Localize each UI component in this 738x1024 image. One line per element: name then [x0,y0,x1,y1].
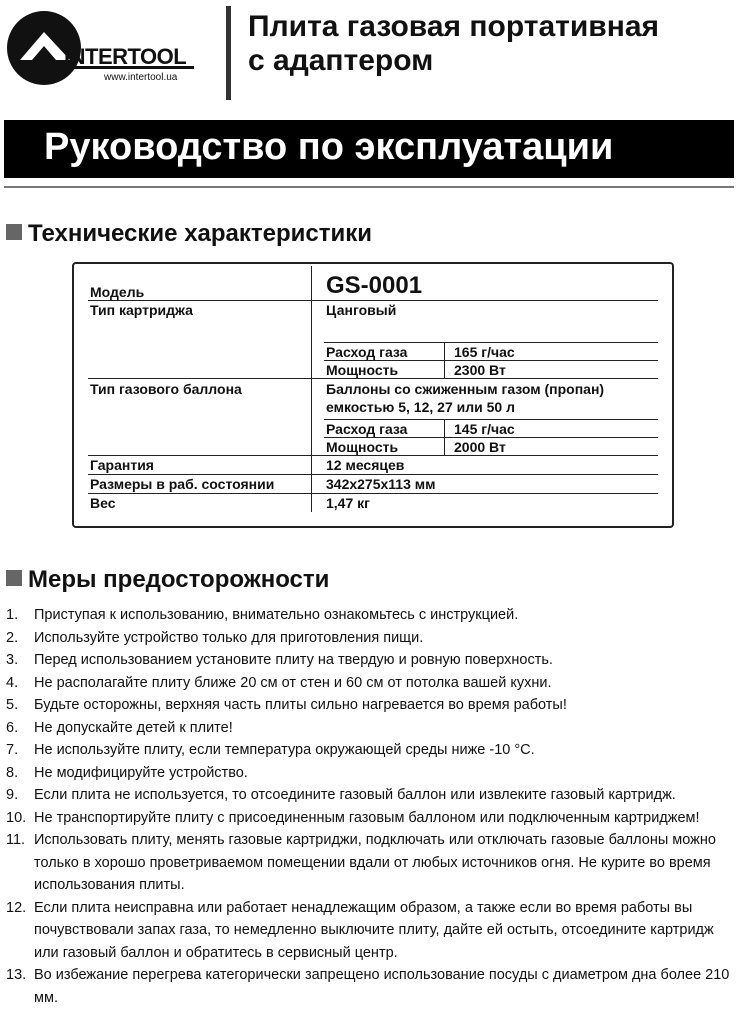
spec-sub-value: 2000 Вт [454,439,506,455]
table-line [88,493,658,494]
table-line [88,455,658,456]
title-line-2: с адаптером [248,44,434,77]
item-number: 7. [6,742,19,758]
item-number: 11. [6,832,26,848]
item-number: 8. [6,764,19,781]
spec-value-cylinder-line1: Баллоны со сжиженным газом (пропан) [326,381,605,397]
spec-value-model: GS-0001 [326,272,423,299]
spec-value-weight: 1,47 кг [326,495,370,511]
table-line [88,378,658,379]
title-line-1: Плита газовая портативная [248,10,660,43]
spec-sub-value: 2300 Вт [454,362,506,378]
item-number: 4. [6,674,19,691]
item-number: 2. [6,629,19,646]
item-text: Не располагайте плиту ближе 20 см от стен и 60 см от потолка вашей кухни. [34,674,552,691]
table-line [324,342,658,343]
specs-heading [6,220,372,248]
specs-table [72,262,674,528]
item-text: Если плита не используется, то отсоедините газовый баллон или извлеките газовый картридж. [34,787,676,803]
item-text: Если плита неисправна или работает ненадлежащим образом, а также если во время работы вы почувствовали запах газа, то немедленно выключите плиту, дайте ей остыть, отсоедините картридж или газовый баллон и обратитесь в сервисный центр. [34,899,714,961]
spec-sub-label: Мощность [326,439,399,455]
item-number: 12. [6,899,27,916]
manual-banner [4,120,734,178]
item-text: Будьте осторожны, верхняя часть плиты сильно нагревается во время работы! [34,697,567,713]
item-text: Во избежание перегрева категорически запрещено использование посуды с диаметром дна более 210 мм. [34,967,730,1006]
square-bullet-icon [6,570,22,586]
item-text: Использовать плиту, менять газовые картриджи, подключать или отключать газовые баллоны можно только в хорошо проветриваемом помещении вдали от любых источников огня. Не курите во время использования плиты. [34,832,716,893]
spec-value-warranty: 12 месяцев [326,457,405,473]
item-number: 1. [6,607,19,623]
list-item [0,829,738,897]
item-number: 3. [6,652,19,668]
spec-label-model: Модель [90,284,145,300]
spec-sub-value: 145 г/час [454,421,515,437]
spec-sub-value: 165 г/час [454,344,515,360]
square-bullet-icon [6,224,22,240]
spec-label-warranty: Гарантия [90,457,154,473]
spec-sub-label: Расход газа [326,421,408,437]
table-line [324,419,658,420]
header-divider [226,6,231,100]
item-text: Не допускайте детей к плите! [34,719,233,736]
spec-label-weight: Вес [90,495,116,511]
item-number: 5. [6,697,19,713]
list-item [0,604,738,627]
spec-value-dimensions: 342x275x113 мм [326,476,436,492]
spec-label-dimensions: Размеры в раб. состоянии [90,476,275,492]
precautions-list [0,604,738,1009]
table-line [324,360,658,361]
page-title [248,10,738,78]
intertool-logo [4,8,200,94]
banner-underline [4,186,734,188]
table-line [88,474,658,475]
table-line [324,437,658,438]
banner-text: Руководство по эксплуатации [44,126,614,168]
table-column-line [444,342,445,378]
list-item [0,739,738,762]
spec-value-cylinder-line2: емкостью 5, 12, 27 или 50 л [326,399,515,415]
spec-label-cartridge: Тип картриджа [90,302,193,318]
item-text: Не модифицируйте устройство. [34,764,248,781]
list-item [0,897,738,965]
list-item [0,717,738,740]
list-item [0,784,738,807]
item-number: 9. [6,787,19,803]
table-line [88,300,658,301]
spec-label-cylinder: Тип газового баллона [90,381,242,397]
item-text: Приступая к использованию, внимательно ознакомьтесь с инструкцией. [34,607,519,623]
specs-heading-text: Технические характеристики [28,220,373,247]
item-number: 6. [6,719,19,736]
list-item [0,762,738,785]
item-text: Перед использованием установите плиту на твердую и ровную поверхность. [34,652,553,668]
table-column-line [311,266,312,512]
table-column-line [444,419,445,455]
spec-value-cartridge: Цанговый [326,302,397,318]
item-text: Не транспортируйте плиту с присоединенным газовым баллоном или подключенным картриджем! [34,809,700,826]
list-item [0,627,738,650]
brand-name: INTERTOOL [64,44,187,69]
list-item [0,807,738,830]
item-number: 10. [6,809,27,826]
spec-sub-label: Расход газа [326,344,408,360]
precautions-heading [6,566,329,594]
precautions-heading-text: Меры предосторожности [28,566,330,593]
list-item [0,672,738,695]
item-text: Используйте устройство только для приготовления пищи. [34,629,424,646]
list-item [0,649,738,672]
item-text: Не используйте плиту, если температура окружающей среды ниже -10 °С. [34,742,535,758]
item-number: 13. [6,967,27,983]
list-item [0,964,738,1009]
brand-url: www.intertool.ua [104,72,178,83]
spec-sub-label: Мощность [326,362,399,378]
list-item [0,694,738,717]
